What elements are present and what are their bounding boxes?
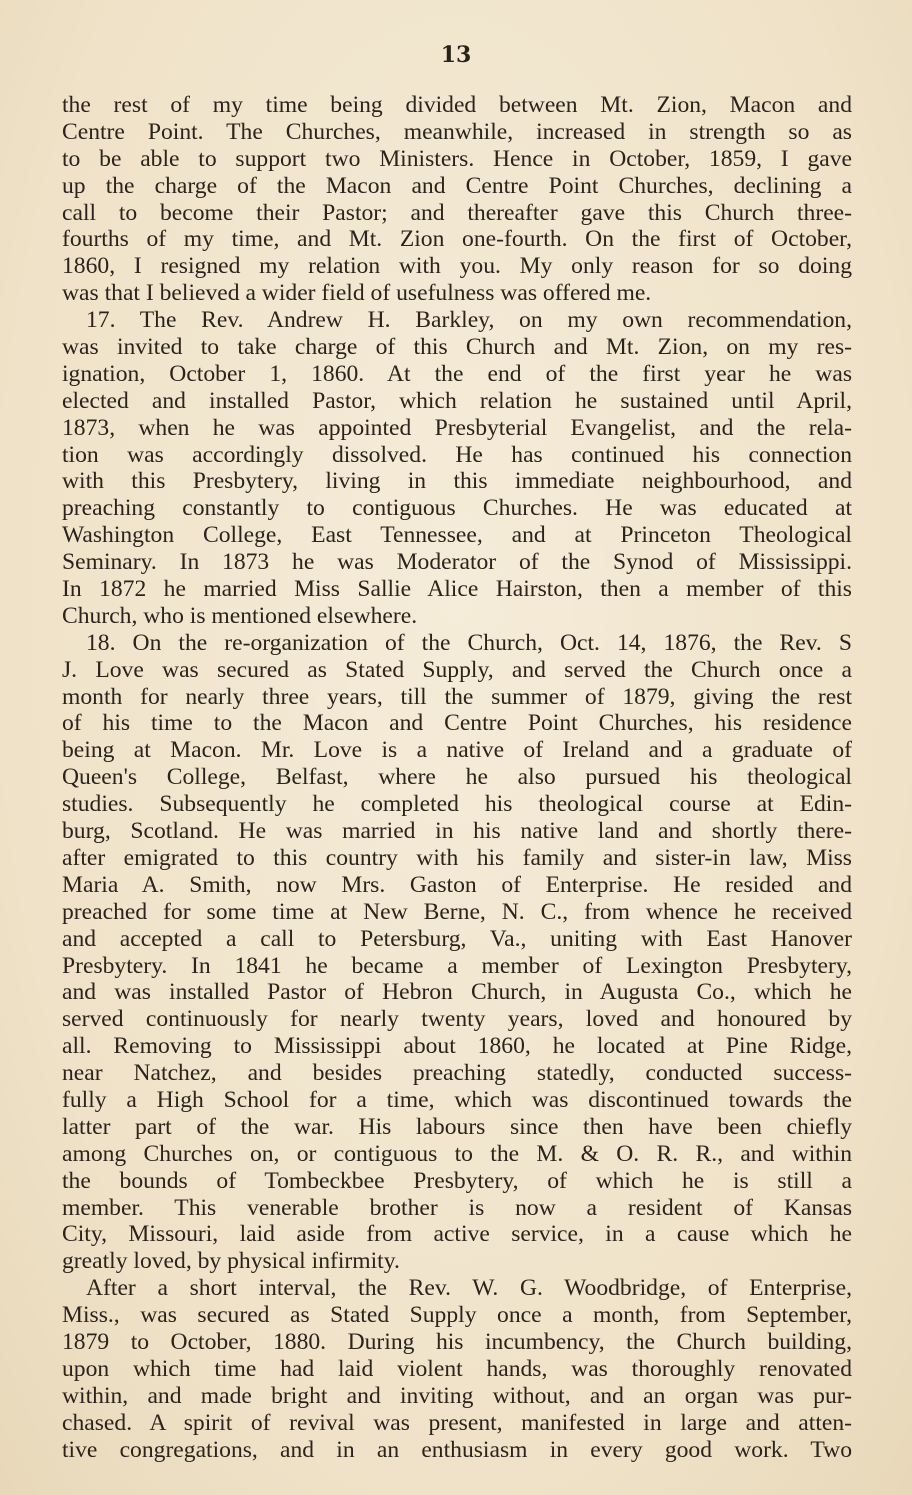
text-line: served continuously for nearly twenty years, loved and honoured by — [62, 1006, 852, 1033]
text-line: to be able to support two Ministers. Hence in October, 1859, I gave — [62, 145, 852, 172]
text-line: 1860, I resigned my relation with you. My only reason for so doing — [62, 253, 852, 280]
text-line: Presbytery. In 1841 he became a member of Lexington Presbytery, — [62, 952, 852, 979]
text-line: City, Missouri, laid aside from active service, in a cause which he — [62, 1221, 852, 1248]
text-line: up the charge of the Macon and Centre Point Churches, declining a — [62, 172, 852, 199]
text-line: among Churches on, or contiguous to the M. & O. R. R., and within — [62, 1140, 852, 1167]
text-line: being at Macon. Mr. Love is a native of Ireland and a graduate of — [62, 737, 852, 764]
text-line: Washington College, East Tennessee, and at Princeton Theological — [62, 522, 852, 549]
text-line: After a short interval, the Rev. W. G. Woodbridge, of Enterprise, — [86, 1275, 852, 1302]
text-line: 18. On the re-organization of the Church, Oct. 14, 1876, the Rev. S — [86, 629, 852, 656]
text-line: was that I believed a wider field of usefulness was offered me. — [62, 280, 652, 307]
text-line: the bounds of Tombeckbee Presbytery, of which he is still a — [62, 1167, 852, 1194]
page-number: 13 — [440, 42, 472, 68]
text-line: Miss., was secured as Stated Supply once a month, from September, — [62, 1302, 852, 1329]
text-line: burg, Scotland. He was married in his native land and shortly there- — [62, 818, 852, 845]
text-line: the rest of my time being divided between Mt. Zion, Macon and — [62, 92, 852, 118]
text-line: chased. A spirit of revival was present, manifested in large and atten- — [62, 1409, 852, 1436]
text-line: member. This venerable brother is now a resident of Kansas — [62, 1194, 852, 1221]
text-line: fully a High School for a time, which was discontinued towards the — [62, 1086, 852, 1113]
text-line: within, and made bright and inviting without, and an organ was pur- — [62, 1382, 852, 1409]
text-line: all. Removing to Mississippi about 1860, he located at Pine Ridge, — [62, 1033, 852, 1060]
text-line: In 1872 he married Miss Sallie Alice Hairston, then a member of this — [62, 576, 852, 603]
text-line: fourths of my time, and Mt. Zion one-fourth. On the first of October, — [62, 226, 852, 253]
text-line: with this Presbytery, living in this immediate neighbourhood, and — [62, 468, 852, 495]
text-line: call to become their Pastor; and thereafter gave this Church three- — [62, 199, 852, 226]
text-line: 1873, when he was appointed Presbyterial Evangelist, and the rela- — [62, 414, 852, 441]
text-line: 17. The Rev. Andrew H. Barkley, on my own recommendation, — [86, 307, 852, 334]
text-line: Church, who is mentioned elsewhere. — [62, 602, 418, 629]
text-line: studies. Subsequently he completed his theological course at Edin- — [62, 791, 852, 818]
text-line: Centre Point. The Churches, meanwhile, increased in strength so as — [62, 118, 852, 145]
text-line: ignation, October 1, 1860. At the end of the first year he was — [62, 360, 852, 387]
text-line: Maria A. Smith, now Mrs. Gaston of Enterprise. He resided and — [62, 871, 852, 898]
text-line: preaching constantly to contiguous Churches. He was educated at — [62, 495, 852, 522]
text-line: of his time to the Macon and Centre Point Churches, his residence — [62, 710, 852, 737]
text-line: Queen's College, Belfast, where he also pursued his theological — [62, 764, 852, 791]
text-line: preached for some time at New Berne, N. C., from whence he received — [62, 898, 852, 925]
text-line: 1879 to October, 1880. During his incumbency, the Church building, — [62, 1328, 852, 1355]
text-line: J. Love was secured as Stated Supply, and served the Church once a — [62, 656, 852, 683]
text-line: Seminary. In 1873 he was Moderator of the Synod of Mississippi. — [62, 549, 852, 576]
body-text — [62, 92, 852, 1463]
text-line: month for nearly three years, till the summer of 1879, giving the rest — [62, 683, 852, 710]
text-line: latter part of the war. His labours since then have been chiefly — [62, 1113, 852, 1140]
text-line: after emigrated to this country with his family and sister-in law, Miss — [62, 844, 852, 871]
text-line: and was installed Pastor of Hebron Church, in Augusta Co., which he — [62, 979, 852, 1006]
text-line: tive congregations, and in an enthusiasm in every good work. Two — [62, 1436, 852, 1463]
text-line: and accepted a call to Petersburg, Va., uniting with East Hanover — [62, 925, 852, 952]
text-line: elected and installed Pastor, which relation he sustained until April, — [62, 387, 852, 414]
text-line: upon which time had laid violent hands, was thoroughly renovated — [62, 1355, 852, 1382]
text-line: tion was accordingly dissolved. He has continued his connection — [62, 441, 852, 468]
text-line: was invited to take charge of this Church and Mt. Zion, on my res- — [62, 334, 852, 361]
text-line: near Natchez, and besides preaching statedly, conducted success- — [62, 1060, 852, 1087]
text-line: greatly loved, by physical infirmity. — [62, 1248, 400, 1275]
